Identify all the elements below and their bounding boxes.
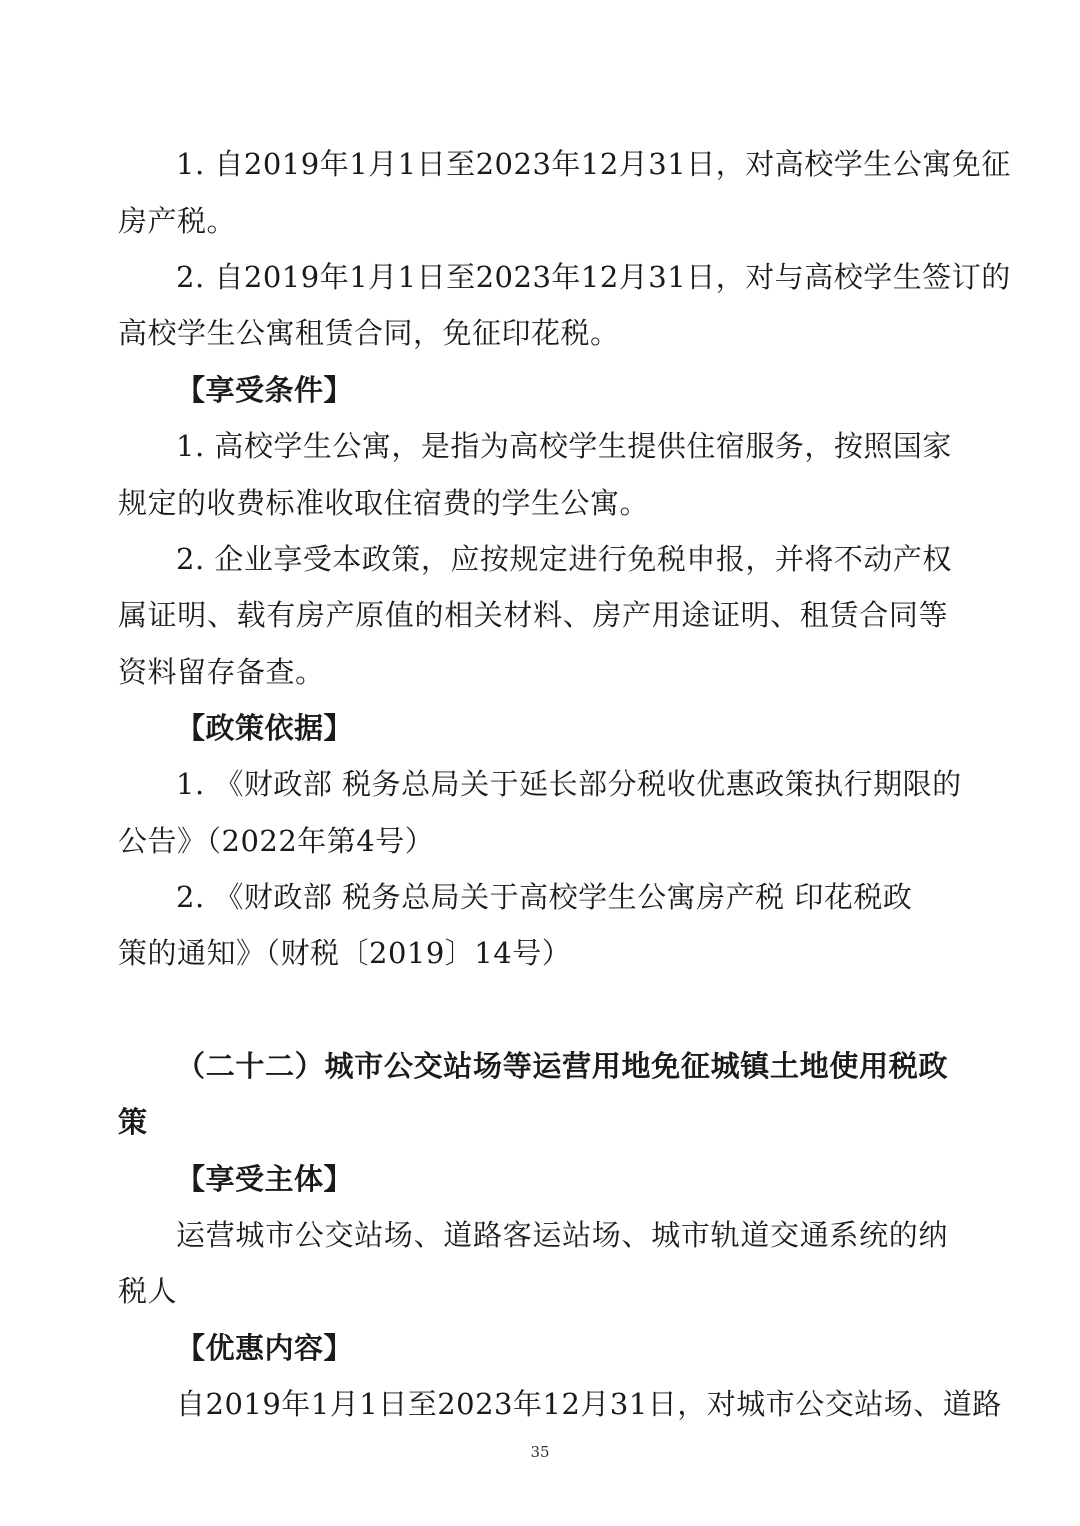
paragraph-line: 运营城市公交站场、道路客运站场、城市轨道交通系统的纳	[176, 1218, 948, 1252]
paragraph-line: 2. 《财政部 税务总局关于高校学生公寓房产税 印花税政	[176, 880, 913, 914]
paragraph-line: 1. 《财政部 税务总局关于延长部分税收优惠政策执行期限的	[176, 767, 962, 801]
section-heading: 【优惠内容】	[176, 1331, 354, 1365]
paragraph-line: 属证明、载有房产原值的相关材料、房产用途证明、租赁合同等	[118, 598, 948, 632]
section-heading: 【政策依据】	[176, 711, 354, 745]
section-title: （二十二）城市公交站场等运营用地免征城镇土地使用税政	[176, 1049, 948, 1083]
paragraph-line: 1. 高校学生公寓，是指为高校学生提供住宿服务，按照国家	[176, 429, 952, 463]
paragraph-line: 资料留存备查。	[118, 655, 325, 689]
section-title: 策	[118, 1105, 148, 1139]
page-number: 35	[530, 1443, 550, 1461]
section-heading: 【享受条件】	[176, 373, 354, 407]
paragraph-line: 公告》（2022年第4号）	[118, 824, 435, 858]
paragraph-line: 1. 自2019年1月1日至2023年12月31日，对高校学生公寓免征	[176, 147, 1011, 181]
paragraph-line: 规定的收费标准收取住宿费的学生公寓。	[118, 486, 650, 520]
paragraph-line: 高校学生公寓租赁合同，免征印花税。	[118, 316, 620, 350]
paragraph-line: 2. 企业享受本政策，应按规定进行免税申报，并将不动产权	[176, 542, 952, 576]
paragraph-line: 房产税。	[118, 204, 237, 238]
section-heading: 【享受主体】	[176, 1162, 354, 1196]
paragraph-line: 2. 自2019年1月1日至2023年12月31日，对与高校学生签订的	[176, 260, 1011, 294]
paragraph-line: 自2019年1月1日至2023年12月31日，对城市公交站场、道路	[176, 1387, 1002, 1421]
paragraph-line: 税人	[118, 1274, 178, 1308]
paragraph-line: 策的通知》（财税〔2019〕14号）	[118, 936, 572, 970]
